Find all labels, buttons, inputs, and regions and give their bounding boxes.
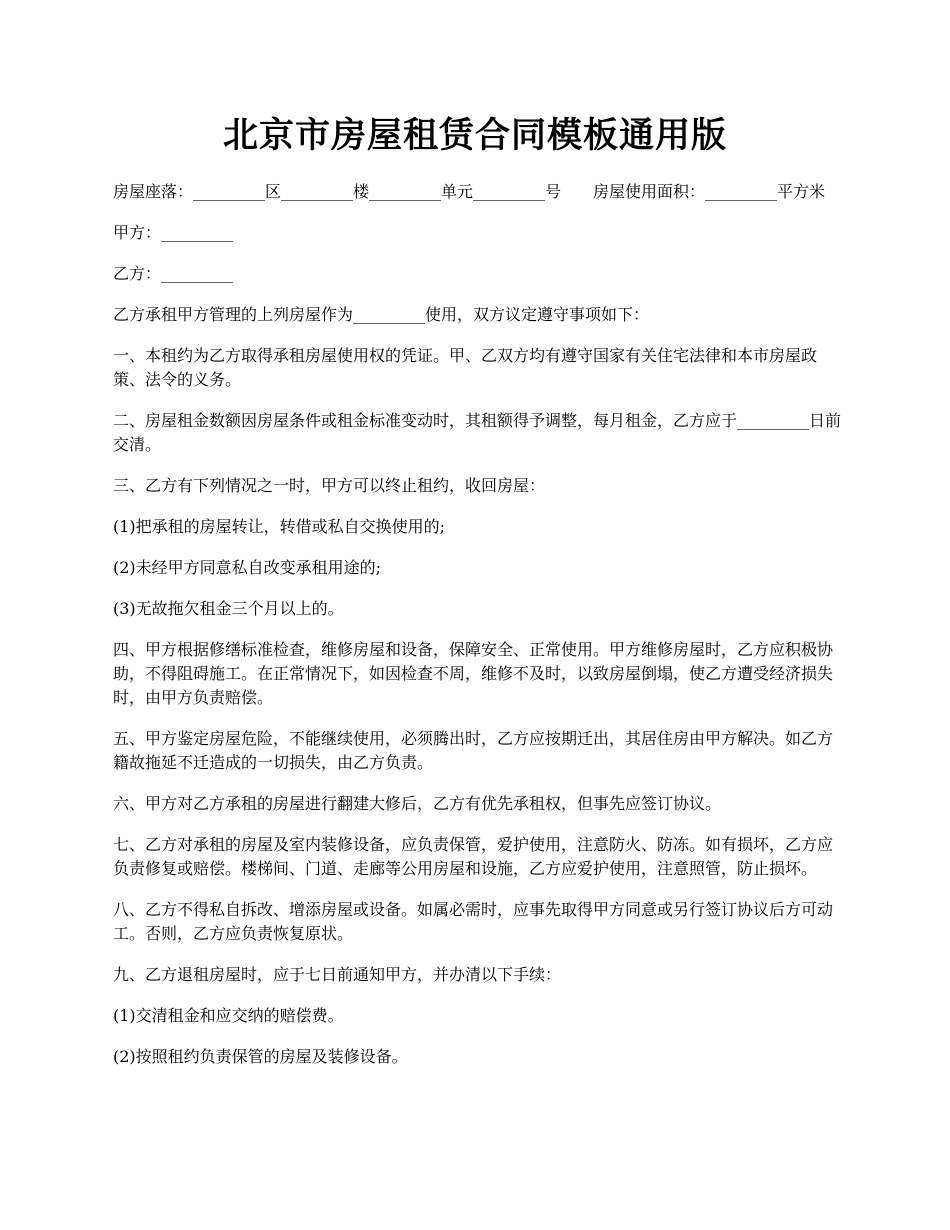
clause-3-item-2: (2)未经甲方同意私自改变承租用途的; <box>113 558 382 577</box>
clause-3-item-1: (1)把承租的房屋转让，转借或私自交换使用的; <box>113 517 446 536</box>
clause-9-item-2: (2)按照租约负责保管的房屋及装修设备。 <box>113 1047 408 1066</box>
clause-2: 二、房屋租金数额因房屋条件或租金标准变动时，其租额得予调整，每月租金，乙方应于_________日前交清。 <box>113 411 842 454</box>
party-a-line: 甲方：_________ <box>113 223 234 242</box>
clause-9: 九、乙方退租房屋时，应于七日前通知甲方，并办清以下手续： <box>113 965 562 984</box>
clause-3: 三、乙方有下列情况之一时，甲方可以终止租约，收回房屋： <box>113 476 546 495</box>
clause-4: 四、甲方根据修缮标准检查，维修房屋和设备，保障安全、正常使用。甲方维修房屋时，乙方应积极协助，不得阻碍施工。在正常情况下，如因检查不周，维修不及时，以致房屋倒塌，使乙方遭受经济损失时，由甲方负责赔偿。 <box>113 640 834 707</box>
clause-1: 一、本租约为乙方取得承租房屋使用权的凭证。甲、乙双方均有遵守国家有关住宅法律和本市房屋政策、法令的义务。 <box>113 346 818 389</box>
property-location-line: 房屋座落：_________区_________楼_________单元_________号 房屋使用面积：_________平方米 <box>113 182 826 201</box>
intro-paragraph: 乙方承租甲方管理的上列房屋作为_________使用，双方议定遵守事项如下： <box>113 305 650 324</box>
document-title: 北京市房屋租赁合同模板通用版 <box>222 115 727 156</box>
document-body <box>113 180 846 1086</box>
clause-7: 七、乙方对承租的房屋及室内装修设备，应负责保管，爱护使用，注意防火、防冻。如有损坏，乙方应负责修复或赔偿。楼梯间、门道、走廊等公用房屋和设施，乙方应爱护使用，注意照管，防止损坏。 <box>113 835 834 878</box>
clause-3-item-3: (3)无故拖欠租金三个月以上的。 <box>113 599 344 618</box>
party-b-line: 乙方：_________ <box>113 264 234 283</box>
clause-5: 五、甲方鉴定房屋危险，不能继续使用，必须腾出时，乙方应按期迁出，其居住房由甲方解决。如乙方籍故拖延不迁造成的一切损失，由乙方负责。 <box>113 729 834 772</box>
clause-8: 八、乙方不得私自拆改、增添房屋或设备。如属必需时，应事先取得甲方同意或另行签订协议后方可动工。否则，乙方应负责恢复原状。 <box>113 900 834 943</box>
clause-6: 六、甲方对乙方承租的房屋进行翻建大修后，乙方有优先承租权，但事先应签订协议。 <box>113 794 722 813</box>
clause-9-item-1: (1)交清租金和应交纳的赔偿费。 <box>113 1006 344 1025</box>
